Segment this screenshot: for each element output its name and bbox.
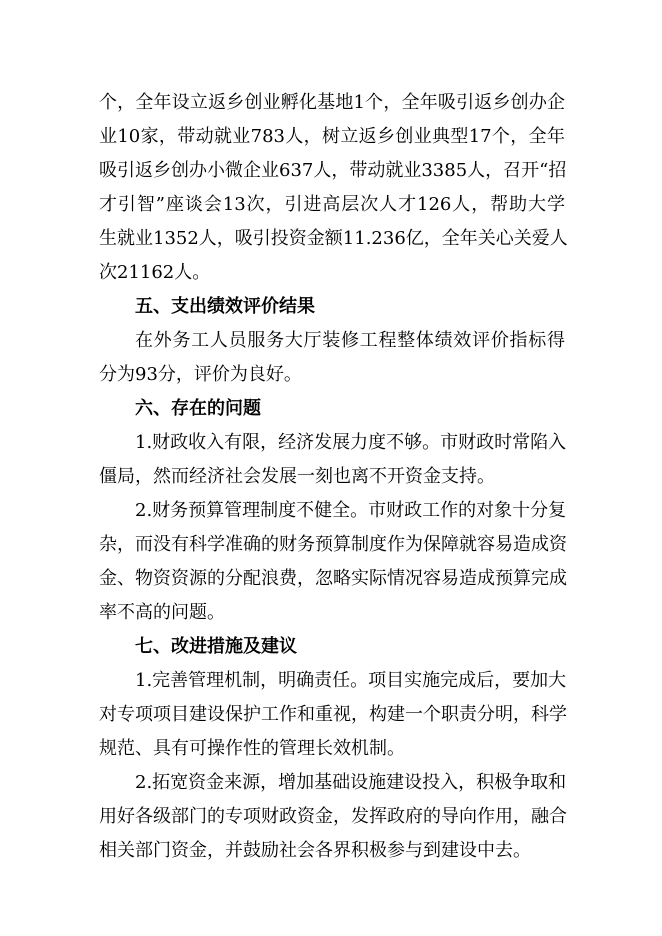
paragraph-line: 2.财务预算管理制度不健全。市财政工作的对象十分复 <box>135 500 567 521</box>
section-heading-5: 五、支出绩效评价结果 <box>135 296 315 317</box>
paragraph-line: 才引智”座谈会13次，引进高层次人才126人，帮助大学 <box>99 194 565 215</box>
paragraph-line: 金、物资资源的分配浪费，忽略实际情况容易造成预算完成 <box>99 568 567 589</box>
section-heading-7: 七、改进措施及建议 <box>135 636 297 657</box>
paragraph-line: 2.拓宽资金来源，增加基础设施建设投入，积极争取和 <box>135 772 567 793</box>
paragraph-line: 1.财政收入有限，经济发展力度不够。市财政时常陷入 <box>135 432 567 453</box>
paragraph-line: 在外务工人员服务大厅装修工程整体绩效评价指标得 <box>135 330 565 351</box>
paragraph-line: 对专项项目建设保护工作和重视，构建一个职责分明，科学 <box>99 704 567 725</box>
paragraph-line: 次21162人。 <box>99 262 211 283</box>
paragraph-line: 杂，而没有科学准确的财务预算制度作为保障就容易造成资 <box>99 534 567 555</box>
paragraph-line: 相关部门资金，并鼓励社会各界积极参与到建设中去。 <box>99 840 531 861</box>
paragraph-line: 分为93分，评价为良好。 <box>99 364 302 385</box>
paragraph-line: 个，全年设立返乡创业孵化基地1个，全年吸引返乡创办企 <box>99 92 565 113</box>
paragraph-line: 僵局，然而经济社会发展一刻也离不开资金支持。 <box>99 466 495 487</box>
section-heading-6: 六、存在的问题 <box>135 398 261 419</box>
paragraph-line: 率不高的问题。 <box>99 602 225 623</box>
paragraph-line: 1.完善管理机制，明确责任。项目实施完成后，要加大 <box>135 670 567 691</box>
paragraph-line: 业10家，带动就业783人，树立返乡创业典型17个，全年 <box>99 126 565 147</box>
paragraph-line: 用好各级部门的专项财政资金，发挥政府的导向作用，融合 <box>99 806 567 827</box>
paragraph-line: 规范、具有可操作性的管理长效机制。 <box>99 738 405 759</box>
paragraph-line: 吸引返乡创办小微企业637人，带动就业3385人，召开“招 <box>99 160 567 181</box>
paragraph-line: 生就业1352人，吸引投资金额11.236亿，全年关心关爱人 <box>99 228 568 249</box>
